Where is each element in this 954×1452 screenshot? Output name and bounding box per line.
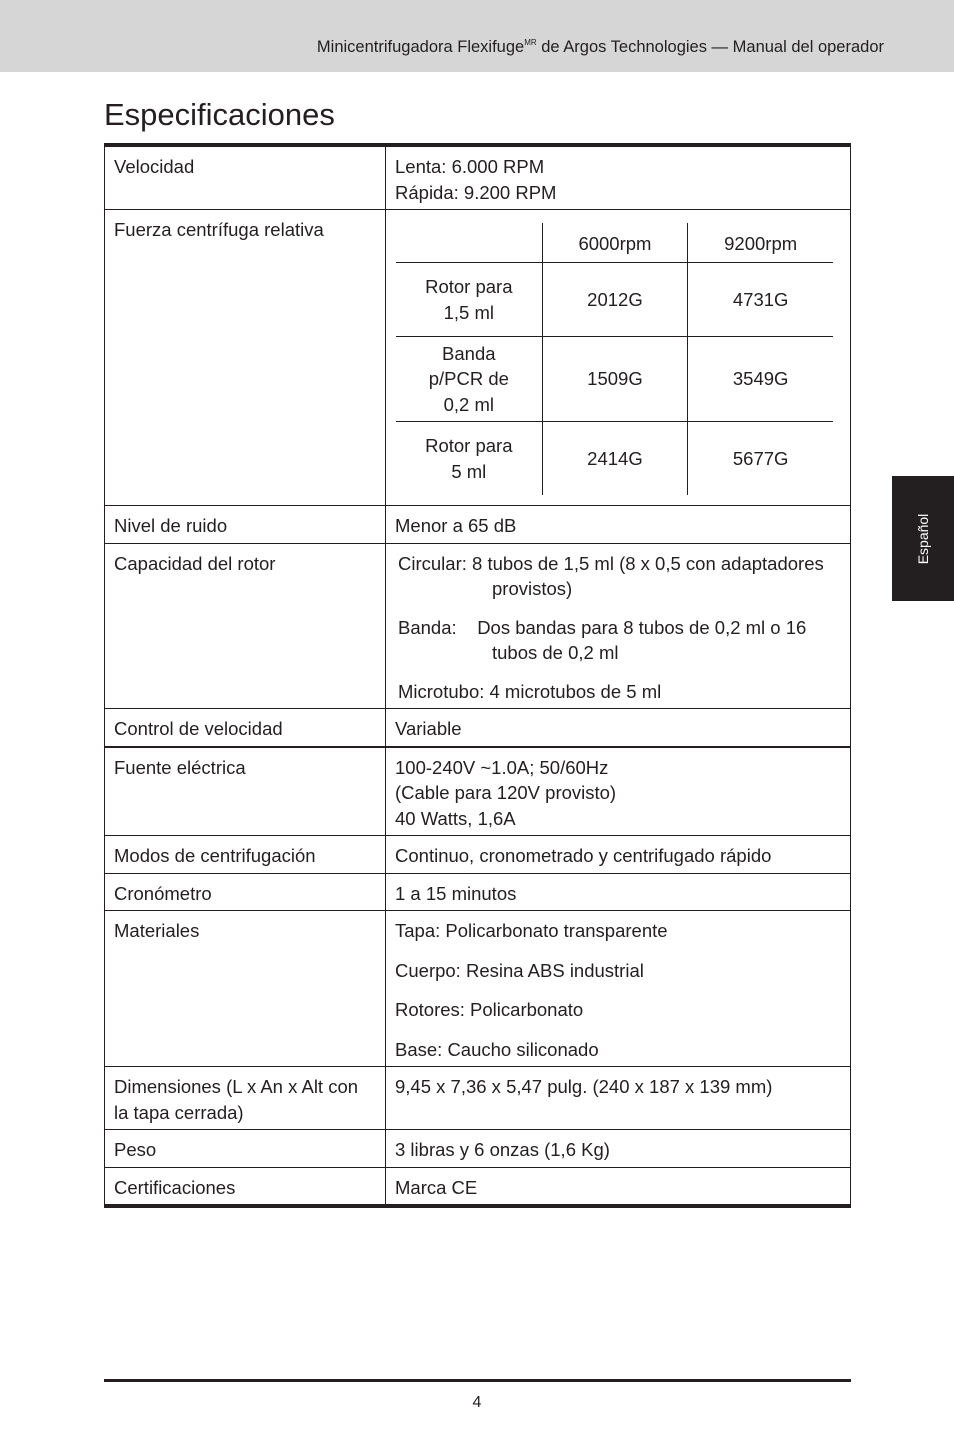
spec-value — [386, 911, 851, 1067]
spec-row-materiales — [105, 911, 851, 1067]
language-tab-label: Español — [915, 513, 931, 564]
rcf-corner — [396, 223, 542, 263]
rcf-header-6000: 6000rpm — [542, 223, 688, 263]
spec-label: Fuerza centrífuga relativa — [105, 210, 386, 506]
spec-label: Control de velocidad — [105, 709, 386, 747]
spec-row-ruido — [105, 506, 851, 544]
rcf-value: 2414G — [542, 422, 688, 496]
header-band — [0, 0, 954, 72]
spec-label: Fuente eléctrica — [105, 747, 386, 836]
spec-value: 9,45 x 7,36 x 5,47 pulg. (240 x 187 x 139 mm) — [386, 1067, 851, 1130]
spec-row-fuente — [105, 747, 851, 836]
spec-row-fuerza — [105, 210, 851, 506]
rcf-row-label-line: 1,5 ml — [443, 301, 494, 323]
spec-row-modos — [105, 836, 851, 874]
material-item: Rotores: Policarbonato — [395, 999, 584, 1020]
rcf-value: 1509G — [542, 337, 688, 422]
spec-label: Dimensiones (L x An x Alt con la tapa cerrada) — [105, 1067, 386, 1130]
rcf-row-label-line: 0,2 ml — [443, 393, 494, 415]
rcf-row — [396, 263, 833, 337]
rcf-row-label-line: Rotor para — [425, 276, 513, 297]
header-title-part2: de Argos Technologies — Manual del operador — [536, 38, 884, 56]
spec-value — [386, 543, 851, 709]
spec-line: 40 Watts, 1,6A — [395, 807, 516, 829]
header-title-part1: Minicentrifugadora Flexifuge — [316, 38, 525, 56]
spec-line: (Cable para 120V provisto) — [395, 782, 617, 803]
spec-value — [386, 747, 851, 836]
rcf-value: 2012G — [542, 263, 688, 337]
spec-row-control — [105, 709, 851, 747]
material-item: Cuerpo: Resina ABS industrial — [395, 959, 644, 981]
trademark-mark: MR — [524, 38, 537, 47]
capacity-item: Circular: 8 tubos de 1,5 ml (8 x 0,5 con adaptadores provistos) — [398, 552, 824, 599]
rcf-row — [396, 337, 833, 422]
spec-row-velocidad — [105, 145, 851, 210]
rcf-row — [396, 422, 833, 496]
rcf-value: 3549G — [688, 337, 833, 422]
specifications-table — [104, 143, 851, 1208]
material-item: Tapa: Policarbonato transparente — [395, 920, 668, 941]
spec-label: Peso — [105, 1130, 386, 1168]
spec-row-dimensiones — [105, 1067, 851, 1130]
spec-label: Certificaciones — [105, 1167, 386, 1206]
rcf-table — [396, 223, 833, 495]
spec-value: 1 a 15 minutos — [386, 873, 851, 911]
running-header — [317, 38, 884, 57]
spec-label: Velocidad — [105, 145, 386, 210]
page-number: 4 — [472, 1394, 482, 1411]
spec-label: Nivel de ruido — [105, 506, 386, 544]
rcf-row-label-line: 5 ml — [451, 460, 487, 482]
rcf-value: 5677G — [688, 422, 833, 496]
spec-line: 100-240V ~1.0A; 50/60Hz — [395, 756, 609, 778]
spec-label: Cronómetro — [105, 873, 386, 911]
capacity-item: Microtubo: 4 microtubos de 5 ml — [398, 680, 662, 702]
rcf-row-label — [396, 422, 542, 496]
spec-value: Continuo, cronometrado y centrifugado rápido — [386, 836, 851, 874]
capacity-item: Banda: Dos bandas para 8 tubos de 0,2 ml o 16 tubos de 0,2 ml — [398, 616, 812, 663]
spec-row-cronometro — [105, 873, 851, 911]
rcf-header-9200: 9200rpm — [688, 223, 833, 263]
spec-value — [386, 210, 851, 506]
spec-label: Modos de centrifugación — [105, 836, 386, 874]
rcf-row-label-line: p/PCR de — [428, 368, 509, 390]
spec-value: Menor a 65 dB — [386, 506, 851, 544]
language-tab — [892, 476, 954, 601]
footer-rule — [104, 1379, 851, 1382]
material-item: Base: Caucho siliconado — [395, 1038, 599, 1060]
rcf-row-label-line: Banda — [442, 342, 496, 364]
spec-line: Lenta: 6.000 RPM — [395, 156, 545, 177]
spec-row-capacidad — [105, 543, 851, 709]
page-title: Especificaciones — [104, 97, 335, 132]
spec-line: Rápida: 9.200 RPM — [395, 181, 557, 203]
spec-value — [386, 145, 851, 210]
rcf-row-label — [396, 337, 542, 422]
spec-row-certificaciones — [105, 1167, 851, 1206]
rcf-row-label — [396, 263, 542, 337]
rcf-value: 4731G — [688, 263, 833, 337]
spec-value: Variable — [386, 709, 851, 747]
rcf-row-label-line: Rotor para — [425, 435, 513, 456]
spec-label: Capacidad del rotor — [105, 543, 386, 709]
spec-row-peso — [105, 1130, 851, 1168]
spec-value: 3 libras y 6 onzas (1,6 Kg) — [386, 1130, 851, 1168]
spec-value: Marca CE — [386, 1167, 851, 1206]
spec-label: Materiales — [105, 911, 386, 1067]
